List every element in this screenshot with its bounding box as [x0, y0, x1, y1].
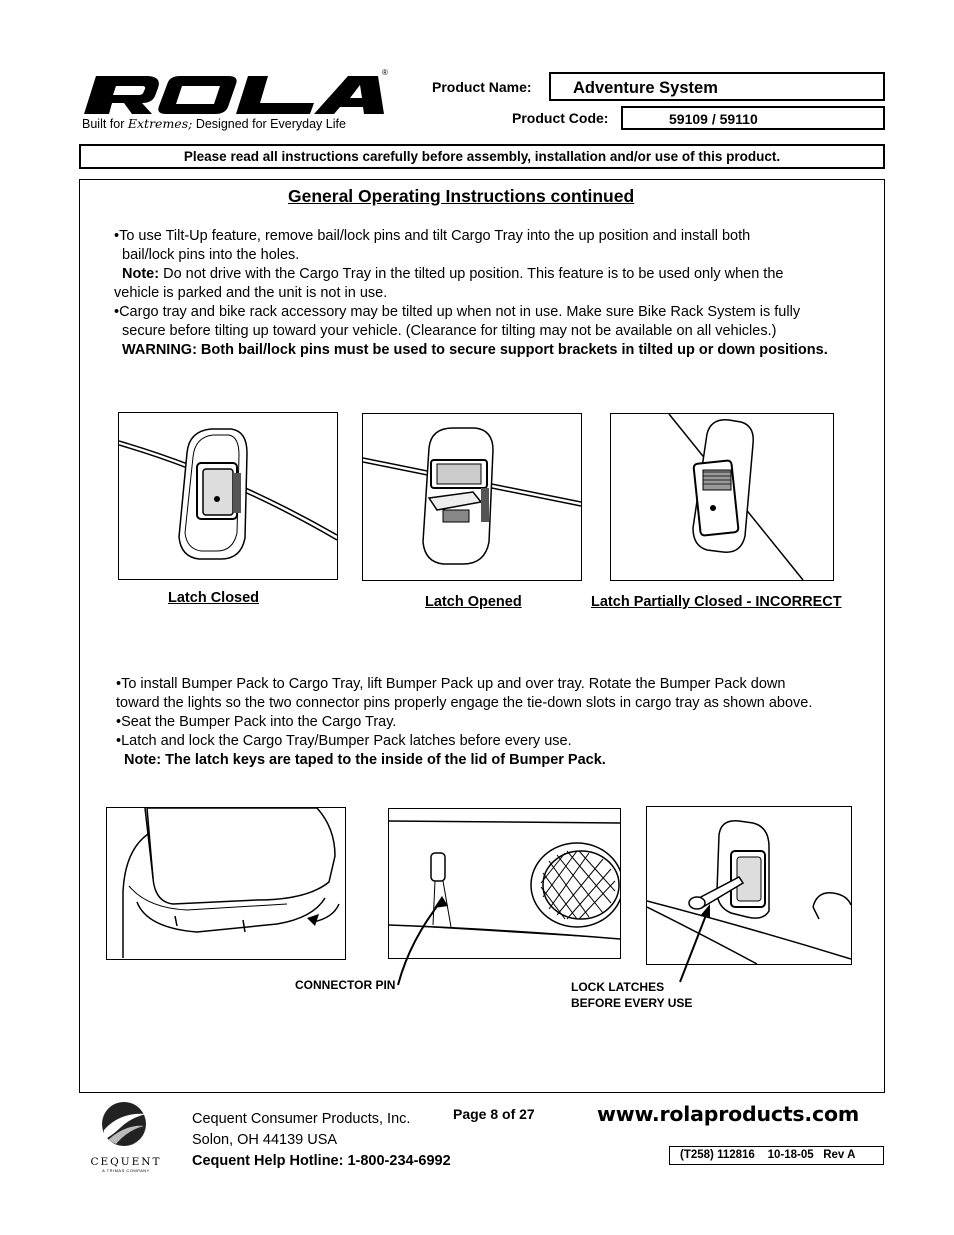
cequent-swirl-icon — [86, 1100, 166, 1150]
rola-logo — [82, 68, 392, 134]
product-name-label: Product Name: — [432, 79, 532, 95]
text-line: vehicle is parked and the unit is not in use. — [114, 285, 388, 301]
product-code-value: 59109 / 59110 — [669, 111, 758, 127]
company-name: Cequent Consumer Products, Inc. — [192, 1111, 411, 1127]
lock-latch-arrow — [680, 910, 708, 982]
callout-arrows — [380, 880, 710, 990]
note-text: Do not drive with the Cargo Tray in the tilted up position. This feature is to be used only when the — [163, 266, 784, 282]
doc-code-box — [669, 1146, 884, 1165]
company-info — [192, 1109, 451, 1172]
note-line — [114, 265, 884, 284]
text-line: secure before tilting up toward your vehicle. (Clearance for tilting may not be available on all vehicles.) — [122, 323, 777, 339]
connector-pin-arrow — [398, 900, 442, 985]
figure-latch-opened — [362, 413, 582, 581]
product-code-box — [621, 106, 885, 130]
text-line: •Cargo tray and bike rack accessory may be tilted up when not in use. Make sure Bike Rack System is fully — [114, 304, 801, 320]
caption-latch-opened: Latch Opened — [425, 594, 522, 610]
figure-latch-closed — [118, 412, 338, 580]
instructions-block-2 — [116, 675, 881, 770]
text-line: •Latch and lock the Cargo Tray/Bumper Pack latches before every use. — [116, 733, 572, 749]
doc-code: (T258) 112816 10-18-05 Rev A — [680, 1149, 856, 1161]
lock-latches-label: LOCK LATCHES BEFORE EVERY USE — [571, 980, 693, 1010]
product-code-label: Product Code: — [512, 110, 609, 126]
caption-latch-closed: Latch Closed — [168, 590, 260, 606]
notice-box — [79, 144, 885, 169]
website-link[interactable]: www.rolaproducts.com — [597, 1102, 860, 1126]
text-line: bail/lock pins into the holes. — [122, 247, 300, 263]
tagline: Built for Extremes; Designed for Everyday Life — [82, 116, 346, 131]
figure-latch-partially-closed — [610, 413, 834, 581]
note-label: Note: — [122, 266, 160, 282]
product-name-value: Adventure System — [573, 79, 718, 97]
warning-line: WARNING: Both bail/lock pins must be used to secure support brackets in tilted up or down positions. — [122, 342, 828, 358]
help-hotline: Cequent Help Hotline: 1-800-234-6992 — [192, 1153, 451, 1169]
cequent-logo — [86, 1100, 166, 1172]
product-name-box — [549, 72, 885, 101]
note-line: Note: The latch keys are taped to the inside of the lid of Bumper Pack. — [124, 752, 606, 768]
cequent-sub: A TRIMAS COMPANY — [102, 1168, 150, 1173]
text-line: •Seat the Bumper Pack into the Cargo Tray. — [116, 714, 397, 730]
section-title: General Operating Instructions continued — [288, 186, 635, 206]
connector-pin-label: CONNECTOR PIN — [295, 978, 396, 992]
rola-wordmark — [82, 72, 392, 116]
page-number: Page 8 of 27 — [453, 1106, 535, 1122]
instructions-block-1 — [114, 227, 884, 360]
company-address: Solon, OH 44139 USA — [192, 1132, 338, 1148]
cequent-wordmark: CEQUENT — [90, 1156, 162, 1168]
notice-text: Please read all instructions carefully before assembly, installation and/or use of this product. — [183, 149, 781, 164]
tagline-script: Extremes; — [127, 116, 193, 131]
caption-latch-incorrect: Latch Partially Closed - INCORRECT — [591, 594, 842, 610]
text-line: toward the lights so the two connector pins properly engage the tie-down slots in cargo tray as shown above. — [116, 695, 813, 711]
figure-bumper-pack — [106, 807, 346, 960]
trademark: ® — [382, 68, 388, 77]
text-line: •To install Bumper Pack to Cargo Tray, lift Bumper Pack up and over tray. Rotate the Bumper Pack down — [116, 676, 786, 692]
text-line: •To use Tilt-Up feature, remove bail/lock pins and tilt Cargo Tray into the up position and install both — [114, 228, 751, 244]
